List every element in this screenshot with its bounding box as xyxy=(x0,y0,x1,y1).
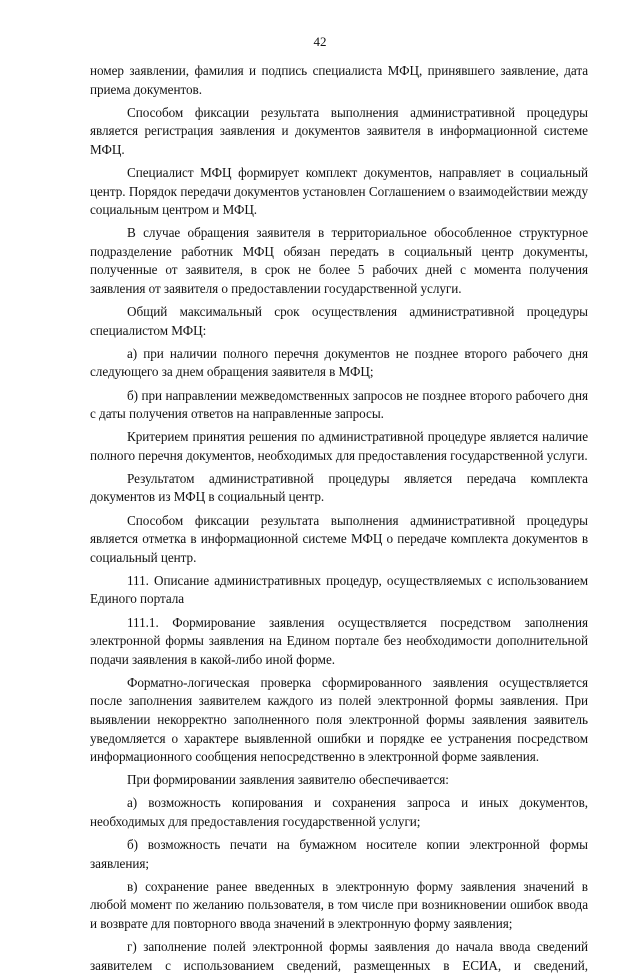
paragraph: Способом фиксации результата выполнения административной процедуры является отметка в информационной системе МФЦ о передаче комплекта документов в социальный центр. xyxy=(90,512,588,565)
list-item: а) при наличии полного перечня документов не позднее второго рабочего дня следующего за днем обращения заявителя в МФЦ; xyxy=(90,345,588,380)
list-item: в) сохранение ранее введенных в электронную форму заявления значений в любой момент по желанию пользователя, в том числе при возникновении ошибок ввода и возврате для повторного ввода значений в электронную форму заявления; xyxy=(90,878,588,931)
paragraph: 111.1. Формирование заявления осуществляется посредством заполнения электронной формы заявления на Едином портале без необходимости дополнительной подачи заявления в какой-либо иной форме. xyxy=(90,614,588,667)
paragraph: В случае обращения заявителя в территориальное обособленное структурное подразделение работник МФЦ обязан передать в социальный центр документы, полученные от заявителя, в срок не более 5 рабочих дней с момента получения заявления от заявителя о предоставлении государственной услуги. xyxy=(90,225,588,297)
paragraph: Способом фиксации результата выполнения административной процедуры является регистрация заявления и документов заявителя в информационной системе МФЦ. xyxy=(90,104,588,157)
page-number: 42 xyxy=(313,34,327,49)
list-item: а) возможность копирования и сохранения запроса и иных документов, необходимых для предоставления государственной услуги; xyxy=(90,795,588,829)
paragraph: Форматно-логическая проверка сформированного заявления осуществляется после заполнения заявителем каждого из полей электронной формы заявления. При выявлении некорректно заполненного поля электронной формы заявления заявитель уведомляется о характере выявленной ошибки и порядке ее устранения посредством информационного сообщения непосредственно в электронной форме заявления. xyxy=(90,674,588,765)
list-item: б) при направлении межведомственных запросов не позднее второго рабочего дня с даты получения ответов на направленные запросы. xyxy=(90,387,588,422)
paragraph: Общий максимальный срок осуществления административной процедуры специалистом МФЦ: xyxy=(90,304,588,338)
paragraph: При формировании заявления заявителю обеспечивается: xyxy=(127,772,449,788)
paragraph-continuation: номер заявлении, фамилия и подпись специалиста МФЦ, принявшего заявление, дата приема документов. xyxy=(90,63,588,97)
list-item: г) заполнение полей электронной формы заявления до начала ввода сведений заявителем с использованием сведений, размещенных в ЕСИА, и сведений, xyxy=(90,939,588,973)
paragraph: Специалист МФЦ формирует комплект документов, направляет в социальный центр. Порядок передачи документов установлен Соглашением о взаимодействии между социальным центром и МФЦ. xyxy=(90,164,588,218)
list-item: б) возможность печати на бумажном носителе копии электронной формы заявления; xyxy=(90,837,588,871)
document-body xyxy=(90,62,588,980)
paragraph: Критерием принятия решения по административной процедуре является наличие полного перечня документов, необходимых для предоставления государственной услуги. xyxy=(90,429,588,463)
section-heading: 111. Описание административных процедур, осуществляемых с использованием Единого портала xyxy=(90,572,588,607)
paragraph: Результатом административной процедуры является передача комплекта документов из МФЦ в социальный центр. xyxy=(90,470,588,505)
